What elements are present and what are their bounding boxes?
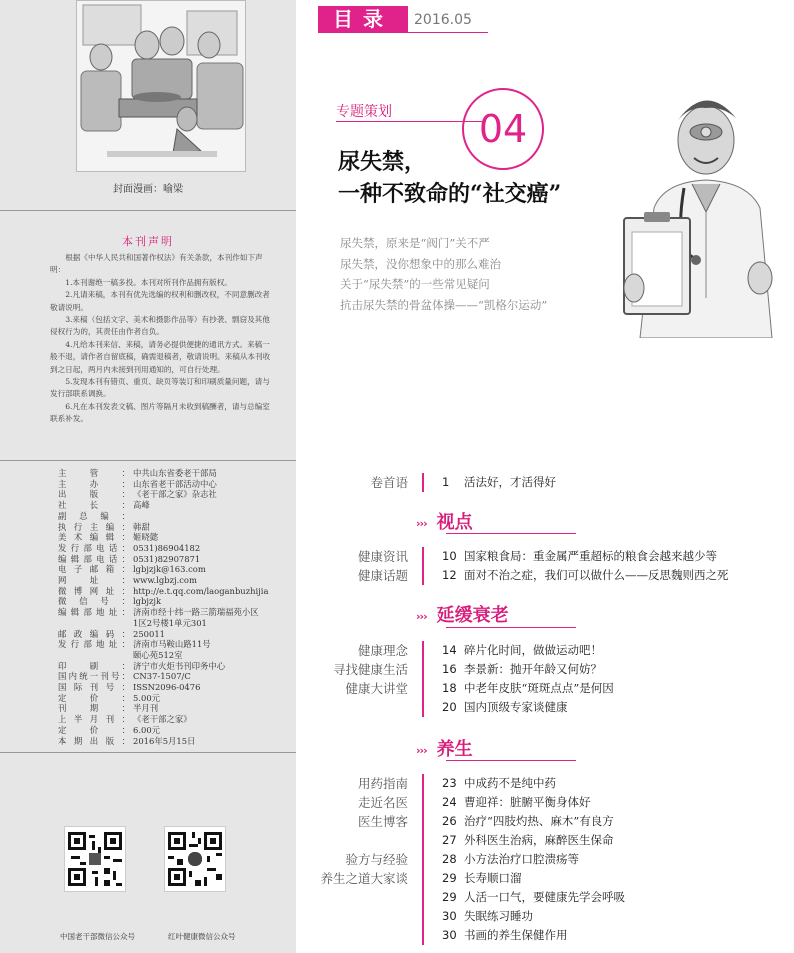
masthead-value: 6.00元: [133, 724, 161, 735]
category-list: [296, 641, 408, 698]
divider: [446, 533, 576, 534]
article-page: 1: [442, 475, 450, 489]
masthead-value: 颐心苑512室: [133, 649, 183, 660]
accent-bar: [422, 547, 424, 585]
category-label: 健康资讯: [357, 549, 408, 564]
masthead: [58, 468, 294, 746]
article-entry[interactable]: [442, 888, 794, 907]
notice-title: 本刊声明: [122, 235, 174, 248]
article-page: 27: [442, 833, 457, 847]
masthead-key: 微博网址：: [58, 585, 130, 596]
article-page: 30: [442, 909, 457, 923]
section-title: 视点: [436, 512, 473, 533]
article-list: [442, 774, 794, 945]
masthead-row: [58, 479, 294, 490]
category-list: [296, 547, 408, 585]
section-heading: [416, 601, 509, 627]
article-page: 16: [442, 662, 457, 676]
feature-article[interactable]: 尿失禁，没你想象中的那么难治: [340, 256, 501, 271]
divider: [0, 210, 296, 211]
cover-caption: 封面漫画：喻梁: [113, 184, 183, 195]
masthead-key: 社长：: [58, 500, 130, 511]
masthead-row: [58, 489, 294, 500]
masthead-key: 国际刊号：: [58, 682, 130, 693]
masthead-row: [58, 661, 294, 672]
masthead-key: 邮政编码：: [58, 628, 130, 639]
category-label: 健康理念: [357, 643, 408, 658]
article-page: 12: [442, 568, 457, 582]
article-title: 国内顶级专家谈健康: [464, 700, 568, 714]
masthead-row: [58, 650, 294, 661]
masthead-row: [58, 693, 294, 704]
qr-caption: 红叶健康微信公众号: [168, 932, 236, 941]
masthead-value: 0531)86904182: [133, 542, 201, 553]
masthead-key: 刊期：: [58, 703, 130, 714]
article-title: 中老年皮肤“斑斑点点”是何因: [464, 681, 614, 695]
article-page: 18: [442, 681, 457, 695]
masthead-row: [58, 586, 294, 597]
masthead-row: [58, 629, 294, 640]
article-title: 活法好，才活得好: [464, 475, 556, 489]
masthead-row: [58, 532, 294, 543]
masthead-value: www.lgbzj.com: [133, 575, 197, 586]
masthead-key: 主办：: [58, 478, 130, 489]
masthead-value: ISSN2096-0476: [133, 682, 201, 693]
masthead-value: 5.00元: [133, 692, 161, 703]
masthead-key: 微信号：: [58, 596, 130, 607]
article-entry[interactable]: [442, 831, 794, 850]
notice-paragraph: 6.凡在本刊发表文稿、图片等隔月未收到稿酬者，请与总编室联系补发。: [50, 401, 270, 424]
article-page: 23: [442, 776, 457, 790]
article-entry[interactable]: [442, 660, 794, 679]
article-page: 30: [442, 928, 457, 942]
divider: [0, 752, 296, 753]
article-entry[interactable]: [442, 774, 794, 793]
article-entry[interactable]: [442, 679, 794, 698]
masthead-value: lgbjzjk@163.com: [133, 564, 206, 575]
masthead-value: 济宁市火炬书刊印务中心: [133, 660, 226, 671]
masthead-value: http://e.t.qq.com/laoganbuzhijia: [133, 585, 269, 596]
category-list: [296, 774, 408, 888]
masthead-key: 编辑部电话：: [58, 553, 130, 564]
masthead-value: 山东省老干部活动中心: [133, 478, 217, 489]
masthead-row: [58, 607, 294, 618]
masthead-key: 发行部地址：: [58, 639, 130, 650]
article-page: 20: [442, 700, 457, 714]
masthead-key: 主管：: [58, 468, 130, 478]
article-title: 人活一口气，要健康先学会呼吸: [464, 890, 625, 904]
masthead-value: 济南市经十纬一路三箭瑞福苑小区: [133, 607, 259, 618]
masthead-row: [58, 596, 294, 607]
article-page: 14: [442, 643, 457, 657]
masthead-row: [58, 575, 294, 586]
article-title: 面对不治之症，我们可以做什么——反思魏则西之死: [464, 568, 729, 582]
article-page: 29: [442, 871, 457, 885]
masthead-row: [58, 725, 294, 736]
masthead-value: 半月刊: [133, 703, 159, 714]
category-label: 医生博客: [357, 814, 408, 829]
issue-date: 2016.05: [414, 12, 472, 28]
masthead-key: 发行部电话：: [58, 542, 130, 553]
category-preface: 卷首语: [370, 475, 408, 490]
masthead-value: CN37-1507/C: [133, 671, 191, 682]
article-page: 26: [442, 814, 457, 828]
accent-bar: [422, 774, 424, 945]
masthead-key: 副总编：: [58, 510, 130, 521]
masthead-key: 网址：: [58, 575, 130, 586]
feature-title[interactable]: [338, 146, 561, 210]
feature-article[interactable]: 关于“尿失禁”的一些常见疑问: [340, 277, 490, 291]
masthead-key: 上半月刊：: [58, 714, 130, 725]
category-label: 用药指南: [357, 776, 408, 791]
masthead-value: 2016年5月15日: [133, 735, 196, 746]
article-entry[interactable]: [442, 850, 794, 869]
notice-paragraph: 4.凡给本刊来信、来稿，请务必提供便捷的通讯方式。来稿一般不退，请作者自留底稿，确需退稿者，敬请说明。来稿从本刊收到之日起，两月内未接到刊用通知的，可自行处理。: [50, 339, 271, 374]
masthead-row: [58, 714, 294, 725]
accent-bar: [422, 473, 424, 492]
masthead-key: 编辑部地址：: [58, 607, 130, 618]
masthead-row: [58, 511, 294, 522]
qr-code: [64, 826, 126, 892]
article-entry[interactable]: [442, 926, 794, 945]
section-title: 养生: [436, 739, 473, 760]
accent-bar: [422, 641, 424, 717]
article-list: [442, 641, 794, 717]
notice-paragraph: 3.来稿（包括文字、美术和摄影作品等）有抄袭、剽窃及其他侵权行为的，其责任由作者自负。: [50, 315, 270, 337]
article-entry[interactable]: [442, 473, 794, 492]
masthead-key: 执行主编：: [58, 521, 130, 532]
feature-article[interactable]: 抗击尿失禁的骨盆体操——“凯格尔运动”: [340, 297, 548, 312]
qr-code: [164, 826, 226, 892]
chevron-right-icon: ›››: [416, 516, 427, 530]
masthead-value: 中共山东省委老干部局: [133, 468, 217, 478]
article-entry[interactable]: [442, 641, 794, 660]
feature-page-number[interactable]: 04: [462, 88, 544, 170]
article-entry[interactable]: [442, 869, 794, 888]
masthead-key: [58, 618, 133, 629]
masthead-value: 0531)82907871: [133, 553, 201, 564]
divider: [446, 760, 576, 761]
feature-article-list: [340, 233, 547, 315]
table-of-contents: [296, 0, 794, 953]
notice-paragraph: 1.本刊谢绝一稿多投。本刊对所刊作品拥有版权。: [65, 277, 232, 287]
category-label: 走近名医: [357, 795, 408, 810]
feature-title-line: 尿失禁，: [338, 149, 427, 175]
masthead-key: 电子邮箱：: [58, 564, 130, 575]
masthead-value: 姬晓懿: [133, 532, 159, 543]
masthead-row: [58, 564, 294, 575]
divider: [0, 460, 296, 461]
masthead-value: 1区2号楼1单元301: [133, 617, 207, 628]
article-title: 中成药不是纯中药: [464, 776, 556, 790]
masthead-value: 韩甜: [133, 521, 150, 532]
article-entry[interactable]: [442, 547, 794, 566]
masthead-row: [58, 468, 294, 479]
section-title: 延缓衰老: [436, 605, 509, 626]
article-page: 10: [442, 549, 457, 563]
cover-illustration: [76, 0, 246, 172]
category-label: 健康话题: [357, 568, 408, 583]
article-list: [442, 547, 794, 585]
masthead-row: [58, 703, 294, 714]
masthead-value: 250011: [133, 628, 165, 639]
masthead-key: 定价：: [58, 692, 130, 703]
masthead-key: 国内统一刊号：: [58, 671, 130, 682]
article-title: 长寿顺口溜: [464, 871, 522, 885]
masthead-row: [58, 522, 294, 533]
masthead-key: 美术编辑：: [58, 532, 130, 543]
feature-label: 专题策划: [336, 104, 392, 120]
feature-title-line: 一种不致命的“社交癌”: [338, 181, 562, 207]
article-title: 小方法治疗口腔溃疡等: [464, 852, 579, 866]
masthead-key: 本期出版：: [58, 735, 130, 746]
masthead-value: 济南市马鞍山路11号: [133, 639, 211, 650]
category-label: 健康大讲堂: [345, 681, 408, 696]
category-label: 寻找健康生活: [332, 662, 408, 677]
qr-caption: 中国老干部微信公众号: [60, 932, 135, 941]
category-label: [296, 831, 408, 850]
article-page: 28: [442, 852, 457, 866]
chevron-right-icon: ›››: [416, 743, 427, 757]
masthead-value: 高峰: [133, 500, 150, 511]
chevron-right-icon: ›››: [416, 609, 427, 623]
article-title: 书画的养生保健作用: [464, 928, 568, 942]
article-entry[interactable]: [442, 812, 794, 831]
page-title: 目录: [318, 6, 408, 32]
notice-paragraph: 2.凡请来稿，本刊有优先选编的权利和删改权，不同意删改者敬请说明。: [50, 290, 270, 312]
article-title: 失眠练习睡功: [464, 909, 533, 923]
article-title: 外科医生治病，麻醉医生保命: [464, 833, 614, 847]
article-entry[interactable]: [442, 793, 794, 812]
notice-paragraph: 根据《中华人民共和国著作权法》有关条款，本刊作如下声明：: [50, 253, 263, 275]
masthead-key: 出版：: [58, 489, 130, 500]
article-entry[interactable]: [442, 698, 794, 717]
masthead-value: 《老干部之家》杂志社: [133, 489, 217, 500]
article-title: 曹迎祥：脏腑平衡身体好: [464, 795, 591, 809]
section-heading: [416, 508, 473, 534]
masthead-value: lgbjzjk: [133, 596, 162, 607]
masthead-value: [133, 511, 294, 522]
article-list: [442, 473, 794, 492]
masthead-row: [58, 639, 294, 650]
masthead-row: [58, 618, 294, 629]
masthead-row: [58, 736, 294, 747]
copyright-notice: [50, 252, 272, 426]
masthead-row: [58, 682, 294, 693]
sidebar: [0, 0, 296, 953]
doctor-illustration: [614, 88, 792, 338]
section-heading: [416, 735, 473, 761]
masthead-value: 《老干部之家》: [133, 714, 192, 725]
divider: [318, 32, 488, 33]
article-entry[interactable]: [442, 907, 794, 926]
article-title: 李景新：抛开年龄又何妨？: [464, 662, 602, 676]
article-title: 碎片化时间，做做运动吧！: [464, 643, 602, 657]
masthead-key: 定价：: [58, 724, 130, 735]
article-title: 国家粮食局：重金属严重超标的粮食会越来越少等: [464, 549, 717, 563]
feature-article[interactable]: 尿失禁，原来是“阀门”关不严: [340, 236, 490, 250]
article-page: 24: [442, 795, 457, 809]
masthead-row: [58, 554, 294, 565]
divider: [446, 627, 576, 628]
article-entry[interactable]: [442, 566, 794, 585]
article-page: 29: [442, 890, 457, 904]
notice-paragraph: 5.发现本刊有错页、重页、缺页等装订和印刷质量问题，请与发行部联系调换。: [50, 377, 270, 399]
masthead-row: [58, 500, 294, 511]
article-title: 治疗“四肢灼热、麻木”有良方: [464, 814, 614, 828]
masthead-row: [58, 671, 294, 682]
masthead-key: 印刷：: [58, 660, 130, 671]
masthead-key: [58, 650, 133, 661]
category-label: 养生之道大家谈: [320, 871, 408, 886]
masthead-row: [58, 543, 294, 554]
category-label: 验方与经验: [345, 852, 408, 867]
